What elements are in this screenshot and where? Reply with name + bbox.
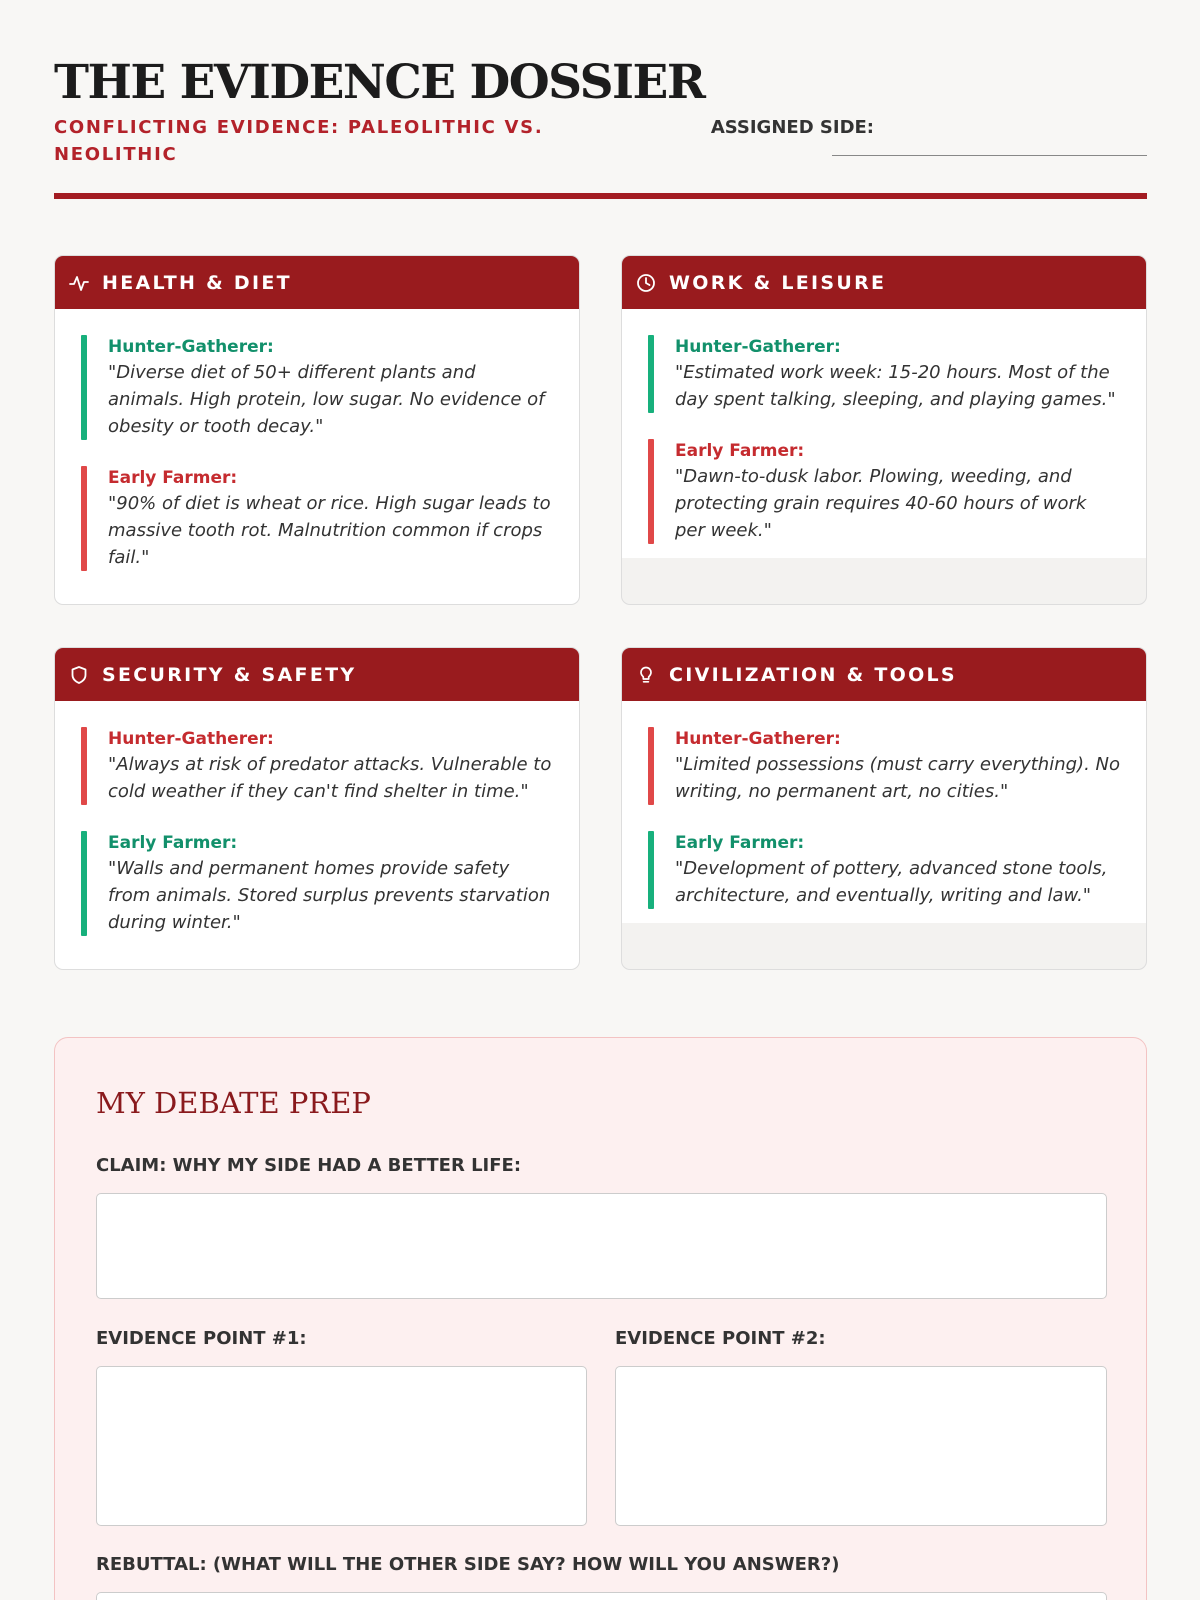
rebuttal-label: REBUTTAL: (WHAT WILL THE OTHER SIDE SAY? HOW WILL YOU ANSWER?) (96, 1554, 840, 1575)
evidence-bar (81, 831, 87, 936)
evidence-bar (648, 335, 654, 413)
assigned-side-label: ASSIGNED SIDE: (710, 117, 874, 138)
card-title: WORK & LEISURE (669, 271, 887, 294)
evidence-quote: "Dawn-to-dusk labor. Plowing, weeding, and protecting grain requires 40-60 hours of work per week." (675, 466, 1087, 541)
evidence-point-1-input[interactable] (96, 1366, 587, 1526)
card-body (622, 701, 1146, 923)
evidence-point-2-input[interactable] (615, 1366, 1107, 1526)
evidence-bar (648, 727, 654, 805)
card-body (55, 309, 579, 585)
page-title: THE EVIDENCE DOSSIER (54, 55, 705, 110)
pulse-icon (69, 273, 89, 293)
debate-prep-title: MY DEBATE PREP (96, 1086, 371, 1120)
claim-label: CLAIM: WHY MY SIDE HAD A BETTER LIFE: (96, 1155, 522, 1176)
card-header (55, 256, 579, 309)
rebuttal-input[interactable] (96, 1592, 1107, 1600)
evidence-bar (81, 466, 87, 571)
evidence-early-farmer (81, 466, 553, 571)
card-body (55, 701, 579, 950)
evidence-quote: "Walls and permanent homes provide safety from animals. Stored surplus prevents starvation during winter." (108, 858, 551, 933)
evidence-point-2-label: EVIDENCE POINT #2: (615, 1328, 826, 1349)
header-divider (54, 193, 1147, 199)
evidence-quote: "Development of pottery, advanced stone tools, architecture, and eventually, writing and law." (675, 858, 1108, 906)
card-health-diet (54, 255, 580, 605)
card-title: SECURITY & SAFETY (102, 663, 357, 686)
evidence-bar (81, 335, 87, 440)
page-subtitle: CONFLICTING EVIDENCE: PALEOLITHIC VS. NEOLITHIC (54, 117, 544, 165)
evidence-bar (81, 727, 87, 805)
evidence-hunter-gatherer (81, 335, 553, 440)
evidence-hunter-gatherer (81, 727, 553, 805)
evidence-source: Hunter-Gatherer: (675, 337, 841, 357)
evidence-quote: "90% of diet is wheat or rice. High sugar leads to massive tooth rot. Malnutrition common if crops fail." (108, 493, 551, 568)
claim-input[interactable] (96, 1193, 1107, 1299)
card-header (622, 256, 1146, 309)
card-civilization-tools (621, 647, 1147, 970)
evidence-source: Hunter-Gatherer: (108, 729, 274, 749)
clock-icon (636, 273, 656, 293)
evidence-source: Hunter-Gatherer: (108, 337, 274, 357)
assigned-side-field[interactable] (832, 155, 1147, 156)
evidence-hunter-gatherer (648, 727, 1120, 805)
evidence-bar (648, 831, 654, 909)
evidence-early-farmer (648, 831, 1120, 909)
evidence-quote: "Estimated work week: 15-20 hours. Most of the day spent talking, sleeping, and playing games." (675, 362, 1116, 410)
evidence-source: Early Farmer: (675, 833, 805, 853)
evidence-hunter-gatherer (648, 335, 1120, 413)
evidence-early-farmer (648, 439, 1120, 544)
evidence-quote: "Limited possessions (must carry everything). No writing, no permanent art, no cities." (675, 754, 1120, 802)
evidence-point-1-label: EVIDENCE POINT #1: (96, 1328, 307, 1349)
shield-icon (69, 665, 89, 685)
card-security-safety (54, 647, 580, 970)
card-header (55, 648, 579, 701)
evidence-early-farmer (81, 831, 553, 936)
card-title: CIVILIZATION & TOOLS (669, 663, 957, 686)
evidence-source: Early Farmer: (108, 468, 238, 488)
evidence-source: Hunter-Gatherer: (675, 729, 841, 749)
evidence-bar (648, 439, 654, 544)
evidence-source: Early Farmer: (675, 441, 805, 461)
card-body (622, 309, 1146, 558)
evidence-quote: "Diverse diet of 50+ different plants and animals. High protein, low sugar. No evidence of obesity or tooth decay." (108, 362, 545, 437)
evidence-source: Early Farmer: (108, 833, 238, 853)
debate-prep-section (54, 1037, 1147, 1600)
card-work-leisure (621, 255, 1147, 605)
lightbulb-icon (636, 665, 656, 685)
card-title: HEALTH & DIET (102, 271, 292, 294)
evidence-quote: "Always at risk of predator attacks. Vulnerable to cold weather if they can't find shelter in time." (108, 754, 552, 802)
card-header (622, 648, 1146, 701)
